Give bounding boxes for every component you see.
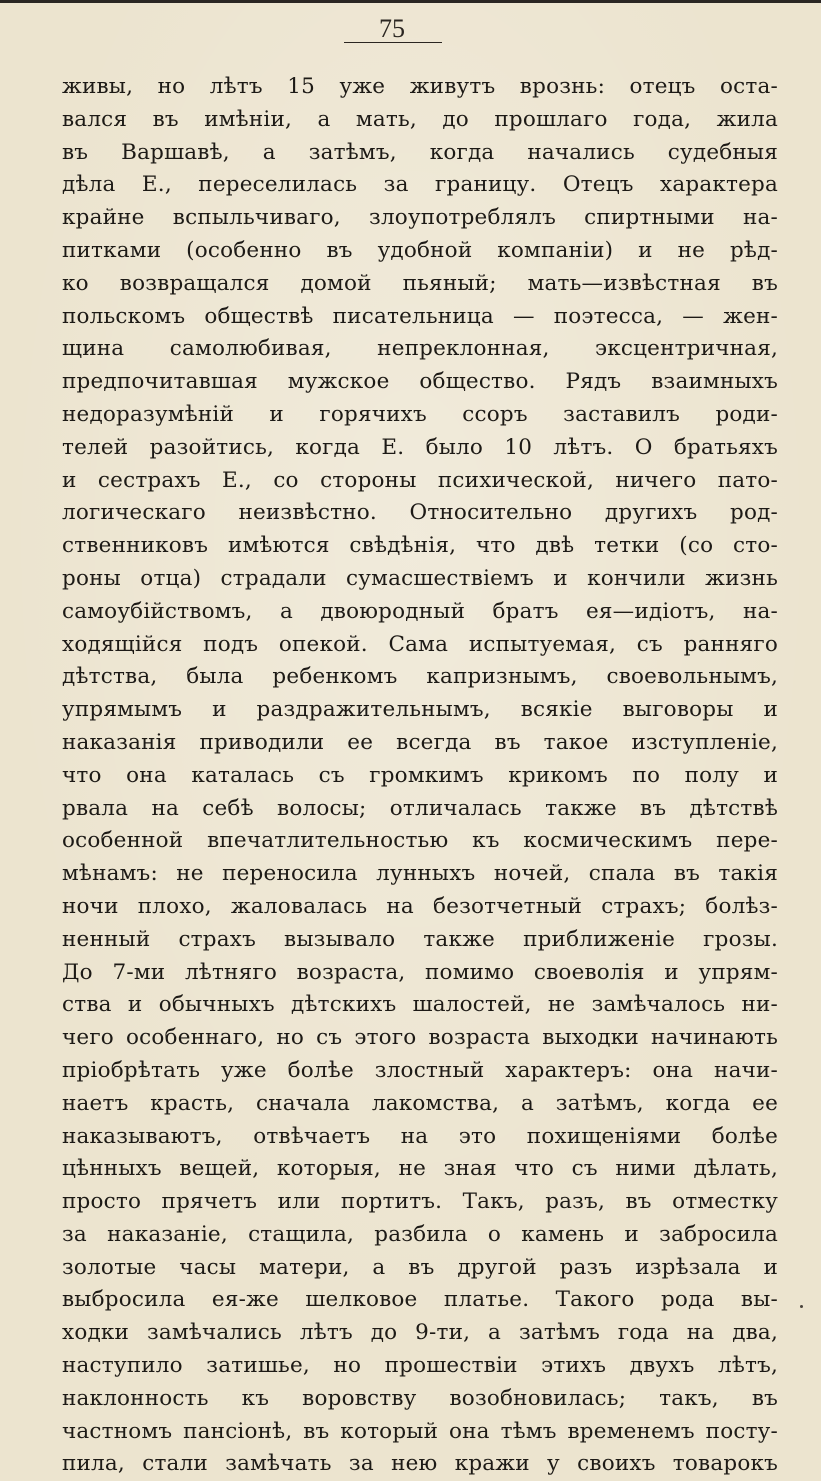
- text-line: наказанія приводили ее всегда въ такое изступленіе,: [62, 729, 778, 755]
- body-text: [62, 71, 778, 1481]
- text-line: пріобрѣтать уже болѣе злостный характеръ: она начи-: [62, 1057, 778, 1083]
- text-line: ходки замѣчались лѣтъ до 9-ти, а затѣмъ года на два,: [62, 1320, 778, 1346]
- text-line: рвала на себѣ волосы; отличалась также въ дѣтствѣ: [62, 795, 778, 821]
- text-line: что она каталась съ громкимъ крикомъ по полу и: [62, 762, 778, 788]
- text-line: До 7-ми лѣтняго возраста, помимо своеволія и упрям-: [62, 959, 778, 985]
- text-line: упрямымъ и раздражительнымъ, всякіе выговоры и: [62, 697, 778, 723]
- text-line: логическаго неизвѣстно. Относительно другихъ род-: [62, 500, 778, 526]
- text-line: дѣтства, была ребенкомъ капризнымъ, своевольнымъ,: [62, 664, 778, 690]
- text-line: самоубійствомъ, а двоюродный братъ ея—идіотъ, на-: [62, 598, 778, 624]
- text-line: просто прячетъ или портитъ. Такъ, разъ, въ отместку: [62, 1189, 778, 1215]
- text-line: цѣнныхъ вещей, которыя, не зная что съ ними дѣлать,: [62, 1156, 778, 1182]
- text-line: мѣнамъ: не переносила лунныхъ ночей, спала въ такія: [62, 861, 778, 887]
- text-line: ходящійся подъ опекой. Сама испытуемая, съ ранняго: [62, 631, 778, 657]
- text-line: наступило затишье, но прошествіи этихъ двухъ лѣтъ,: [62, 1353, 778, 1379]
- page-number: 75: [379, 14, 405, 43]
- text-line: наетъ красть, сначала лакомства, а затѣмъ, когда ее: [62, 1090, 778, 1116]
- text-line: роны отца) страдали сумасшествіемъ и кончили жизнь: [62, 565, 778, 591]
- text-line: чего особеннаго, но съ этого возраста выходки начинають: [62, 1025, 778, 1051]
- text-line: ственниковъ имѣются свѣдѣнія, что двѣ тетки (со сто-: [62, 533, 778, 559]
- text-line: телей разойтись, когда Е. было 10 лѣтъ. О братьяхъ: [62, 434, 778, 460]
- text-line: ства и обычныхъ дѣтскихъ шалостей, не замѣчалось ни-: [62, 992, 778, 1018]
- text-line: крайне вспыльчиваго, злоупотреблялъ спиртными на-: [62, 205, 778, 231]
- text-line: частномъ пансіонѣ, въ который она тѣмъ временемъ посту-: [62, 1418, 778, 1444]
- text-line: особенной впечатлительностью къ космическимъ пере-: [62, 828, 778, 854]
- text-line: наказываютъ, отвѣчаетъ на это похищеніями болѣе: [62, 1123, 778, 1149]
- text-line: золотые часы матери, а въ другой разъ изрѣзала и: [62, 1254, 778, 1280]
- text-line: польскомъ обществѣ писательница — поэтесса, — жен-: [62, 303, 778, 329]
- ink-speck: [800, 1305, 803, 1308]
- text-line: дѣла Е., переселилась за границу. Отецъ характера: [62, 172, 778, 198]
- text-line: выбросила ея-же шелковое платье. Такого рода вы-: [62, 1287, 778, 1313]
- text-line: живы, но лѣтъ 15 уже живутъ врознь: отецъ оста-: [62, 74, 778, 99]
- text-line: ненный страхъ вызывало также приближеніе грозы.: [62, 926, 778, 952]
- text-line: недоразумѣній и горячихъ ссоръ заставилъ роди-: [62, 401, 778, 427]
- text-line: въ Варшавѣ, а затѣмъ, когда начались судебныя: [62, 139, 778, 165]
- text-line: ко возвращался домой пьяный; мать—извѣстная въ: [62, 270, 778, 296]
- text-line: за наказаніе, стащила, разбила о камень и забросила: [62, 1221, 778, 1247]
- page-top-edge: [0, 0, 821, 3]
- page-number-rule: [344, 42, 442, 43]
- text-line: питками (особенно въ удобной компаніи) и не рѣд-: [62, 237, 778, 263]
- text-line: пила, стали замѣчать за нею кражи у своихъ товарокъ: [62, 1451, 778, 1477]
- text-line: и сестрахъ Е., со стороны психической, ничего пато-: [62, 467, 778, 493]
- text-line: ночи плохо, жаловалась на безотчетный страхъ; болѣз-: [62, 893, 778, 919]
- text-line: щина самолюбивая, непреклонная, эксцентричная,: [62, 336, 778, 362]
- text-line: вался въ имѣніи, а мать, до прошлаго года, жила: [62, 106, 778, 132]
- text-line: предпочитавшая мужское общество. Рядъ взаимныхъ: [62, 369, 778, 395]
- text-line: наклонность къ воровству возобновилась; такъ, въ: [62, 1385, 778, 1411]
